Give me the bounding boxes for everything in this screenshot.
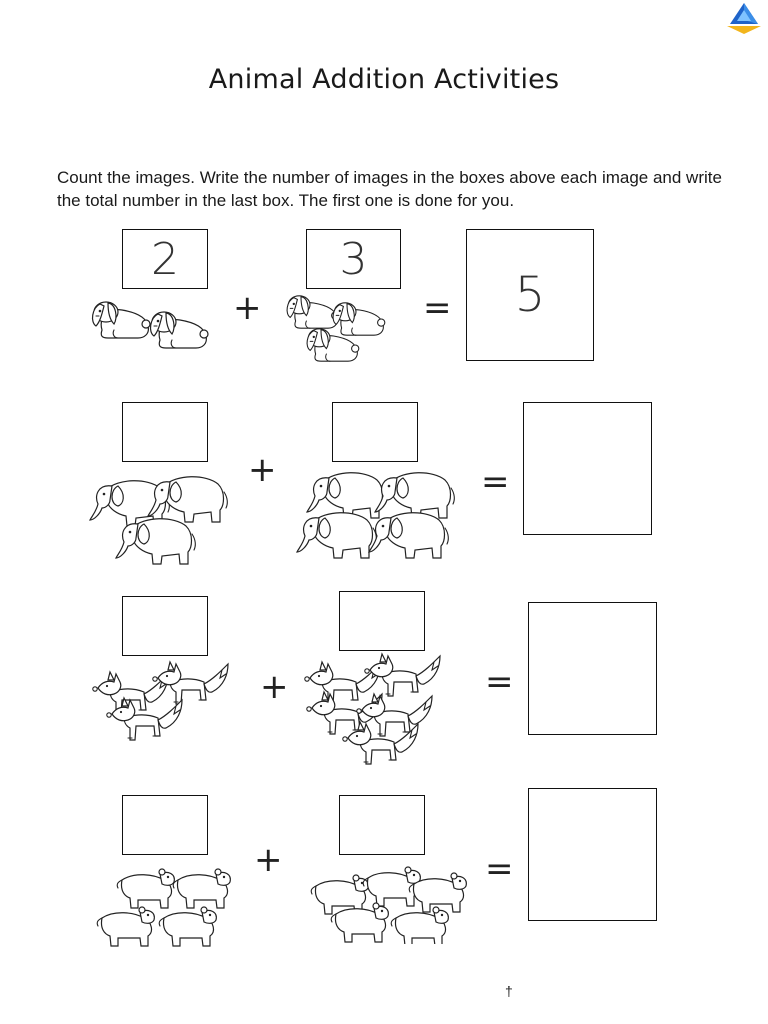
plus-sign: + — [248, 450, 277, 490]
answer-box-right[interactable] — [332, 402, 418, 462]
fox-icon — [365, 654, 440, 696]
page-marker: † — [505, 983, 513, 999]
answer-box-left[interactable] — [122, 795, 208, 855]
rabbit-group-drawing — [88, 285, 218, 365]
answer-box-right[interactable] — [339, 591, 425, 651]
page-title: Animal Addition Activities — [208, 64, 560, 95]
answer-box-left[interactable] — [122, 596, 208, 656]
equals-sign: = — [423, 288, 452, 328]
hippo-icon — [159, 907, 216, 946]
equals-sign: = — [481, 462, 510, 502]
elephant-icon — [297, 513, 376, 558]
plus-sign: + — [260, 667, 289, 707]
answer-value: 2 — [151, 233, 179, 285]
answer-box-left[interactable] — [122, 402, 208, 462]
fox-group-drawing — [88, 660, 248, 760]
elephant-icon — [116, 519, 195, 564]
rabbit-icon — [151, 312, 208, 348]
elephant-group-drawing — [88, 470, 238, 570]
rabbit-group-left — [88, 285, 218, 365]
hippo-icon — [117, 869, 174, 908]
fox-group-left — [88, 660, 248, 760]
rabbit-group-drawing — [283, 285, 403, 380]
fox-icon — [153, 662, 228, 704]
hippo-group-drawing — [88, 864, 238, 952]
equals-sign: = — [485, 662, 514, 702]
fox-group-drawing — [296, 652, 458, 772]
hippo-icon — [97, 907, 154, 946]
elephant-icon — [307, 473, 386, 518]
hippo-icon — [173, 869, 230, 908]
answer-box-total[interactable] — [523, 402, 652, 535]
hippo-icon — [363, 867, 420, 906]
elephant-group-right — [295, 466, 460, 566]
elephant-group-left — [88, 470, 238, 570]
rabbit-icon — [333, 303, 385, 335]
elephant-group-drawing — [295, 466, 460, 566]
fox-icon — [305, 662, 380, 704]
hippo-icon — [331, 903, 388, 942]
answer-box-total[interactable] — [528, 788, 657, 921]
hippo-group-left — [88, 864, 238, 952]
answer-box-total[interactable] — [466, 229, 594, 361]
answer-box-right[interactable] — [339, 795, 425, 855]
hippo-icon — [391, 907, 448, 944]
elephant-icon — [375, 473, 454, 518]
instructions-text: Count the images. Write the number of images in the boxes above each image and write the total number in the last box. The first one is done for you. — [57, 168, 722, 210]
answer-box-right[interactable] — [306, 229, 401, 289]
pyramid-logo-icon — [724, 2, 764, 36]
plus-sign: + — [233, 288, 262, 328]
fox-group-right — [296, 652, 458, 772]
answer-value: 5 — [514, 267, 546, 323]
rabbit-icon — [287, 296, 339, 328]
rabbit-group-right — [283, 285, 403, 380]
answer-box-left[interactable] — [122, 229, 208, 289]
answer-value: 3 — [339, 233, 368, 285]
elephant-icon — [369, 513, 448, 558]
hippo-icon — [311, 875, 368, 914]
answer-box-total[interactable] — [528, 602, 657, 735]
equals-sign: = — [485, 849, 514, 889]
plus-sign: + — [254, 840, 283, 880]
hippo-group-right — [296, 858, 474, 944]
rabbit-icon — [93, 302, 150, 338]
hippo-group-drawing — [296, 858, 474, 944]
